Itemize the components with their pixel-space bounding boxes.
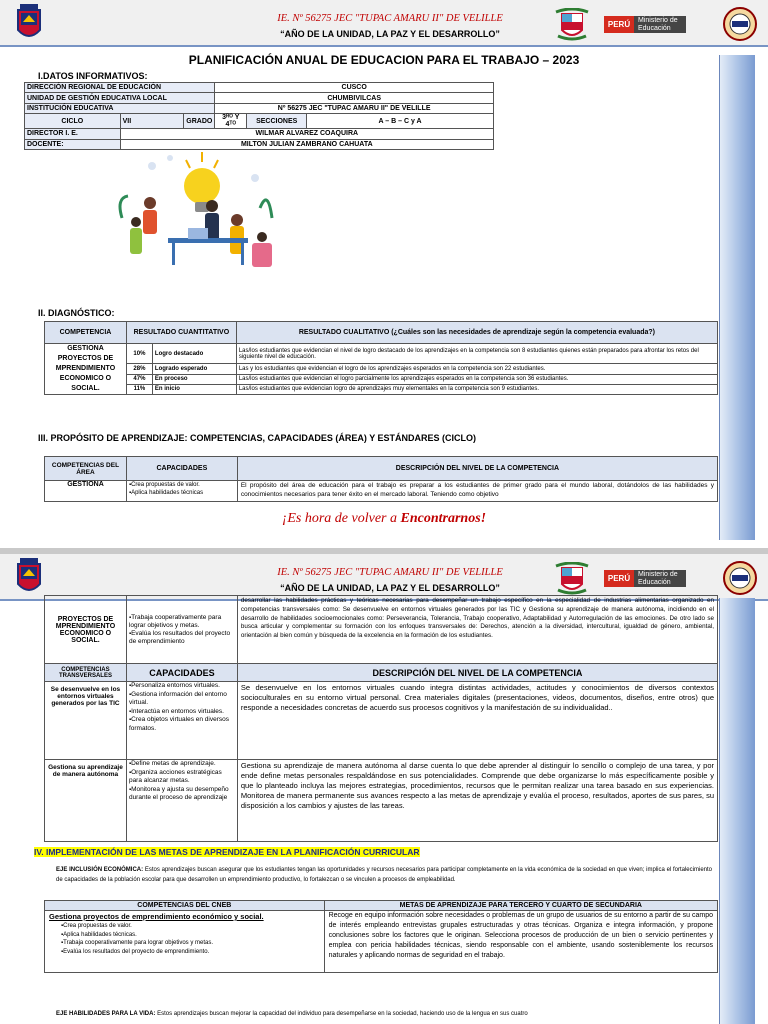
value-dre: CUSCO <box>215 83 494 93</box>
eje-inclusion-economica <box>56 866 712 885</box>
value-ie: Nº 56275 JEC "TUPAC AMARU II" DE VELILLE <box>215 103 494 113</box>
col-descripcion: DESCRIPCIÓN DEL NIVEL DE LA COMPETENCIA <box>237 457 717 481</box>
competencia-cell: Se desenvuelve en los entornos virtuales generados por las TIC <box>45 682 127 760</box>
section-datos-informativos: I.DATOS INFORMATIVOS: <box>38 71 148 81</box>
metas-item: ▪ Evalúa los resultados del proyecto de emprendimiento. <box>61 948 320 957</box>
col-competencias-area: COMPETENCIAS DEL ÁREA <box>45 457 127 481</box>
capacidad-item: ▪ Monitorea y ajusta su desempeño durante el proceso de aprendizaje <box>129 786 235 803</box>
closing-banner <box>0 511 768 527</box>
metas-item: ▪ Aplica habilidades técnicas. <box>61 931 320 940</box>
metas-item: ▪ Trabaja cooperativamente para lograr objetivos y metas. <box>61 939 320 948</box>
competencia-cell: PROYECTOS DE MPRENDIMIENTO ECONOMICO O SOCIAL. <box>45 596 127 664</box>
metas-competencia: Gestiona proyectos de emprendimiento económico y social. <box>49 912 264 921</box>
metas-competencia-cell <box>45 911 325 973</box>
diag-text: Las/los estudiantes que evidencian el nivel de logro destacado de los aprendizajes en la competencia son 8 estudiantes quienes están preparados para afrontar los retos del siguiente nivel de educación. <box>236 344 717 364</box>
section-diagnostico: II. DIAGNÓSTICO: <box>38 308 115 318</box>
prop-capacidades <box>126 481 237 502</box>
section-implementacion <box>34 847 420 857</box>
banner-text: ¡Es hora de volver a <box>281 511 401 526</box>
label-dre: DIRECCIÓN REGIONAL DE EDUCACIÓN <box>25 83 215 93</box>
page-header <box>0 554 768 601</box>
document-title: PLANIFICACIÓN ANUAL DE EDUCACION PARA EL TRABAJO – 2023 <box>188 53 580 67</box>
diag-level: Logro destacado <box>152 344 236 364</box>
value-ciclo: VII <box>120 114 184 129</box>
banner-emphasis: Encontrarnos! <box>400 511 487 526</box>
label-ciclo: CICLO <box>25 114 121 129</box>
label-ugel: UNIDAD DE GESTIÓN EDUCATIVA LOCAL <box>25 93 215 103</box>
eje-habilidades-vida <box>56 1010 712 1022</box>
ministerio-logo: Ministerio de Educación <box>634 16 686 33</box>
diag-competencia: GESTIONA PROYECTOS DE MPRENDIMIENTO ECONOMICO O SOCIAL. <box>45 344 127 395</box>
diagnostico-table <box>44 321 718 395</box>
descripcion-cell: Se desenvuelve en los entornos virtuales cuando integra distintas actividades, actitudes y conocimientos de diversos contextos socioculturales en su entorno virtual personal. Crea materiales digitales (presentaciones, videos, documentos, diseños, entre otros) que responde a necesidades concretas de acuerdo sus procesos cognitivos y la manifestación de su individualidad.. <box>237 682 717 760</box>
col-competencia: COMPETENCIA <box>45 322 127 344</box>
col-resultado-cualitativo: RESULTADO CUALITATIVO (¿Cuáles son las necesidades de aprendizaje según la competencia evaluada?) <box>236 322 717 344</box>
eje-title: EJE INCLUSIÓN ECONÓMICA: <box>56 867 144 873</box>
diag-text: Las y los estudiantes que evidencian el logro de los aprendizajes esperados en la competencia son 22 estudiantes. <box>236 364 717 374</box>
col-metas: METAS DE APRENDIZAJE PARA TERCERO Y CUARTO DE SECUNDARIA <box>324 901 717 911</box>
metas-descripcion: Recoge en equipo información sobre necesidades o problemas de un grupo de usuarios de su entorno a partir de su campo de interés empleando entrevistas grupales estructuradas y otras técnicas. Organiza e integra información, y propone conclusiones sobre los factores que le originan. Selecciona procesos de producción de un bien o servicio pertinentes y emplea con pericia habilidades técnicas, siendo responsable con el ambiente, usando sosteniblemente los recursos naturales y aplicando normas de seguridad en el trabajo. <box>324 911 717 973</box>
diag-text: Las/los estudiantes que evidencian logro de aprendizajes muy elementales en la competencia son 9 estudiantes. <box>236 384 717 394</box>
proposito-table <box>44 456 718 502</box>
col-capacidades: CAPACIDADES <box>126 457 237 481</box>
eje-text: Estos aprendizajes buscan mejorar la capacidad del individuo para desempeñarse en la sociedad, haciendo uso de la lengua en sus cuatro <box>155 1011 528 1017</box>
peru-logo: PERÚ <box>604 570 634 587</box>
section-implementacion-title: IV. IMPLEMENTACIÓN DE LAS METAS DE APRENDIZAJE EN LA PLANIFICACIÓN CURRICULAR <box>34 847 420 857</box>
diag-pct: 28% <box>126 364 152 374</box>
value-ugel: CHUMBIVILCAS <box>215 93 494 103</box>
value-secciones: A – B – C y A <box>307 114 494 129</box>
capacidad-item: ▪ Personaliza entornos virtuales. <box>129 682 235 691</box>
value-grado: 3ᴿᴼ Y 4ᵀᴼ <box>215 114 247 129</box>
ministerio-logo: Ministerio de Educación <box>634 570 686 587</box>
header-year-motto: “AÑO DE LA UNIDAD, LA PAZ Y EL DESARROLLO” <box>280 29 500 39</box>
institution-seal-icon <box>722 559 758 597</box>
diag-text: Las/los estudiantes que evidencian el logro parcialmente los aprendizajes esperados en la competencia son 36 estudiantes. <box>236 374 717 384</box>
diag-pct: 47% <box>126 374 152 384</box>
header-year-motto: “AÑO DE LA UNIDAD, LA PAZ Y EL DESARROLLO” <box>280 583 500 593</box>
document-page-2 <box>0 554 768 1024</box>
national-shield-icon <box>552 8 592 42</box>
diag-pct: 10% <box>126 344 152 364</box>
section-proposito: III. PROPÓSITO DE APRENDIZAJE: COMPETENCIAS, CAPACIDADES (ÁREA) Y ESTÁNDARES (CICLO) <box>38 433 477 443</box>
label-secciones: SECCIONES <box>247 114 307 129</box>
capacidad-item: ▪ Organiza acciones estratégicas para alcanzar metas. <box>129 769 235 786</box>
decorative-side-bar <box>719 598 755 1024</box>
col-descripcion: DESCRIPCIÓN DEL NIVEL DE LA COMPETENCIA <box>237 664 717 682</box>
capacidad-item: ▪ Gestiona información del entorno virtual. <box>129 691 235 708</box>
header-school-name: IE. Nº 56275 JEC "TUPAC AMARU II" DE VELILLE <box>277 567 503 578</box>
capacidad-item: ▪ Define metas de aprendizaje. <box>129 760 235 769</box>
capacidad-item: ▪ Evalúa los resultados del proyecto de emprendimiento <box>129 630 235 646</box>
diag-pct: 11% <box>126 384 152 394</box>
national-shield-icon <box>552 562 592 596</box>
col-capacidades: CAPACIDADES <box>126 664 237 682</box>
decorative-side-bar <box>719 55 755 540</box>
prop-descripcion: El propósito del área de educación para el trabajo es preparar a los estudiantes de primer grado para el mundo laboral, dotándolos de las habilidades y conocimientos necesarios para tener éxito en el mercado laboral. Teniendo como objetivo <box>237 481 717 502</box>
col-competencias-transversales: COMPETENCIAS TRANSVERSALES <box>45 664 127 682</box>
capacidad-item: ▪ Trabaja cooperativamente para lograr objetivos y metas. <box>129 614 235 630</box>
metas-item: ▪ Crea propuestas de valor. <box>61 922 320 931</box>
capacidad-item: ▪ Interactúa en entornos virtuales. <box>129 708 235 717</box>
teamwork-illustration-icon <box>110 148 295 278</box>
header-school-name: IE. Nº 56275 JEC "TUPAC AMARU II" DE VELILLE <box>277 13 503 24</box>
col-resultado-cuantitativo: RESULTADO CUANTITATIVO <box>126 322 236 344</box>
page-header <box>0 0 768 47</box>
diag-level: En proceso <box>152 374 236 384</box>
capacidades-cell <box>126 682 237 760</box>
eje-title: EJE HABILIDADES PARA LA VIDA: <box>56 1011 156 1017</box>
metas-table <box>44 900 718 973</box>
peru-logo: PERÚ <box>604 16 634 33</box>
diag-level: En inicio <box>152 384 236 394</box>
col-competencias-cneb: COMPETENCIAS DEL CNEB <box>45 901 325 911</box>
prop-competencia: GESTIONA <box>45 481 127 502</box>
descripcion-cell: Gestiona su aprendizaje de manera autónoma al darse cuenta lo que debe aprender al distinguir lo sencillo o complejo de una tarea, y por ende define metas personales respaldándose en sus potencialidades. Comprende que debe organizarse lo más específicamente posible y que lo planteado incluya las mejores estrategias, procedimientos, recursos que le permitan realizar una tarea basado en sus experiencias. Monitorea de manera permanente sus avances respecto a las metas de aprendizaje y evalúa el proceso, resultados, aportes de sus pares, su disposición a los cambios y ajustes de las tareas. <box>237 760 717 842</box>
label-grado: GRADO <box>184 114 215 129</box>
capacidades-cell <box>126 596 237 664</box>
school-crest-icon <box>16 558 42 596</box>
capacidad-item: ▪ Aplica habilidades técnicas <box>129 489 235 497</box>
label-director: DIRECTOR I. E. <box>25 129 121 139</box>
label-docente: DOCENTE: <box>25 139 121 149</box>
descripcion-cell: desarrollar las habilidades prácticas y teóricas necesarias para desempeñar un trabajo específico en la especialidad de industrias alimentarias organizado en competencias transversales como: Se desenvuelve en entornos virtuales generados por las TIC y Gestiona su aprendizaje de manera autónoma, incidiendo en el desarrollo de habilidades socioemocionales como: Perseverancia, Tolerancia, Trabajo cooperativo, Adaptabilidad y Autorregulación de las emociones. De otro lado se busca articular y complementar su formación con los enfoques transversales de: Derechos, atención a la diversidad, intercultural, igualdad de género, ambiental, orientación al bien común y búsqueda de la excelencia en la formación de los estudiantes. <box>237 596 717 664</box>
school-crest-icon <box>16 4 42 42</box>
value-docente: MILTON JULIAN ZAMBRANO CAHUATA <box>120 139 493 149</box>
institution-seal-icon <box>722 5 758 43</box>
competencia-cell: Gestiona su aprendizaje de manera autónoma <box>45 760 127 842</box>
diag-level: Logrado esperado <box>152 364 236 374</box>
datos-informativos-table <box>24 82 494 150</box>
eje-text: Estos aprendizajes buscan asegurar que los estudiantes tengan las oportunidades y recursos necesarios para participar completamente en la vida económica de la sociedad en que viven; implica el fortalecimiento de capacidades de la población escolar para que desarrollen un emprendimiento productivo, lo fortalezcan o se vinculen a procesos de empleabilidad. <box>56 867 712 883</box>
label-ie: INSTITUCIÓN EDUCATIVA <box>25 103 215 113</box>
value-director: WILMAR ALVAREZ COAQUIRA <box>120 129 493 139</box>
capacidades-table <box>44 595 718 842</box>
capacidades-cell <box>126 760 237 842</box>
capacidad-item: ▪ Crea propuestas de valor. <box>129 481 235 489</box>
capacidad-item: ▪ Crea objetos virtuales en diversos formatos. <box>129 716 235 733</box>
